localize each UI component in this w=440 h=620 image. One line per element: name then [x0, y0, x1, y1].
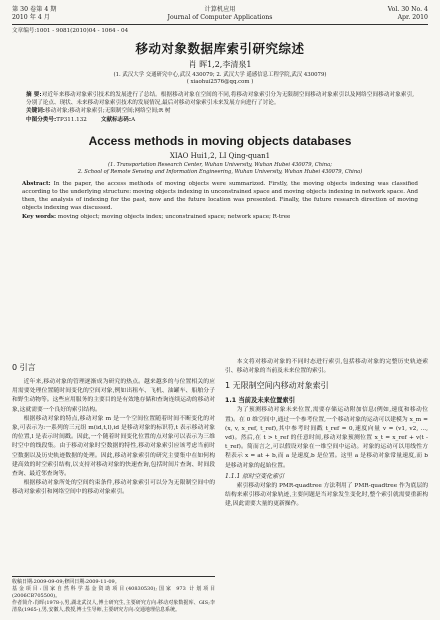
section-1-1-title: 1.1 当前及未来位置索引 [225, 397, 296, 405]
keywords-cn-text: 移动对象;移动对象索引;无限制空间;网络空间;R 树 [45, 108, 171, 114]
affiliation-cn: (1. 武汉大学 交通研究中心,武汉 430079; 2. 武汉大学 遥感信息工程学院,武汉 430079) [113, 72, 327, 78]
body-left-column [12, 358, 215, 614]
date-cn: 2010 年 4 月 [12, 14, 50, 21]
volume-issue-cn: 第 30 卷第 4 期 [12, 6, 57, 13]
section-0-para-4: 本文将对移动对象的不同时态进行索引,包括移动对象的完整历史轨迹索引、移动对象的当前及未来位置的索引。 [225, 359, 428, 375]
clc-number: 中图分类号:TP311.132 [26, 116, 87, 123]
affiliation-en-1: (1. Transportation Research Center, Wuhan University, Wuhan Hubei 430079, China; [108, 162, 332, 168]
authors-cn: 肖 晖1,2,李清泉1 [188, 60, 252, 69]
keywords-cn-label: 关键词: [26, 108, 46, 114]
header-left [12, 6, 149, 22]
body-right-column [225, 358, 428, 614]
footnote-authors: 作者简介:肖晖(1978-),男,湖北武汉人,博士研究生,主要研究方向:移动对象数据库、GIS;李清泉(1965-),男,安徽人,教授,博士生导师,主要研究方向:交通地理信息系统。 [12, 600, 215, 613]
authors-en: XIAO Hui1,2, LI Qing-quan1 [169, 152, 271, 160]
section-0-para-2: 根据移动对象的特点,移动对象 m 是一个空间位置随着时间不断变化的对象,可表示为:一系列的三元组 m(id,t,l),id 是移动对象的标识符,t 表示移动对象的位置,l 是表示时间戳。因此,一个随着时间变化位置的点对象可以表示为三维时空中的线段集。由于移动对象时空数据的特性,移动对象索引应该考虑当前时空数据以及历史轨迹数据的处理。因此,移动对象索引的研究主要集中在如何构建高效的时空索引结构,以支持对移动对象的快速查询,包括时间片查询、时间段查询、最近邻查询等。 [12, 415, 215, 478]
abstract-cn [26, 91, 414, 107]
section-1-1-1-para-1: 索引移动对象的 PMR-quadtree 方法利用了 PMR-quadtree 作为底层的结构来索引移动对象轨迹,主要问题是当对象发生变化时,整个索引就需要重新构建,因此需要大量的更新操作。 [225, 482, 428, 508]
article-number: 文章编号:1001 - 9081(2010)04 - 1064 - 04 [12, 28, 129, 34]
header-right [291, 6, 428, 22]
volume-issue-en: Vol. 30 No. 4 [387, 6, 428, 13]
header-center [151, 6, 288, 22]
document-code: 文献标志码:A [100, 116, 136, 123]
footnotes [12, 576, 215, 614]
abstract-cn-label: 摘 要: [26, 92, 42, 98]
section-1-1-para-1: 为了预测移动对象未来位置,需要存储运动附加信息(例如,速度和移动位置)。在 0 维空间中,通过一个参考位置,一个移动对象的运动可以建模为 x_m = (x, v, x_ref, t_ref),其中参考时间戳 t_ref = 0,速度向量 v = (v1, v2, ..., vd)。然后,在 t > t_ref 的任意时间,移动对象预测位置 x_t = x_ref + v(t - t_ref)。简而言之,可以假设对象在一维空间中运动。对象的运动可以用线性方程表示 x = at + b,而 a 是速度,b 是位置。这里 a 是移动对象常量速度,而 b 是移动对象的起始位置。 [225, 407, 428, 469]
date-en: Apr. 2010 [397, 14, 428, 21]
body-columns [12, 358, 428, 614]
keywords-en-label: Key words: [22, 214, 57, 220]
email-cn: ( xiaohui2576@qq.com ) [186, 79, 254, 85]
section-0-para-3: 根据移动对象所处的空间约束条件,移动对象索引可以分为无限制空间中的移动对象索引和网络空间中的移动对象索引。 [12, 480, 215, 496]
keywords-en-text: moving object; moving objects index; unconstrained space; network space; R-tree [57, 214, 291, 220]
title-cn: 移动对象数据库索引研究综述 [135, 41, 305, 56]
affiliation-en-2: 2. School of Remote Sensing and Information Engineering, Wuhan University, Wuhan Hubei 430079, China) [77, 168, 363, 175]
classification-cn [26, 117, 414, 125]
footnote-received: 收稿日期:2009-09-09;修回日期:2009-11-09。 [12, 579, 120, 585]
journal-header [12, 6, 428, 22]
abstract-en [22, 180, 418, 212]
abstract-cn-text: 对近年来移动对象索引技术的发展进行了总结。根据移动对象在空间的不同,将移动对象索引分为无限制空间移动对象索引以及网络空间移动对象索引,分别了论点、现状、未来移动对象索引技术的发展情况,最后对移动对象索引未来发展方向进行了讨论。 [26, 92, 414, 106]
section-0-para-1: 近年来,移动对象的管理逐渐成为研究的热点。越来越多的与位置相关的应用需要处理位置随时间变化的空间对象,例如出租车、飞机、油罐车、船舶分子和野生动物等。这些应用服务的主要目的是有效地存储和查询连续运动的移动对象,这就需要一个良好的索引结构。 [12, 379, 215, 413]
abstract-en-label: Abstract: [22, 181, 51, 187]
footnote-funding: 基金项目:国家自然科学基金资助项目(40830530);国家 973 计划项目(2006CB705500)。 [12, 586, 215, 599]
section-1-1-1-title: 1.1.1 原时空变化索引 [225, 472, 285, 480]
journal-name-cn: 计算机应用 [204, 6, 236, 13]
abstract-en-text: In the paper, the access methods of moving objects were summarized. Firstly, the moving objects indexing was classified according to the underlying structure: moving objects indexing in unconstrained space and moving objects indexing in network space. And then, the analysis of indexing for the past, now and the future location was presented. Finally, the future research direction of moving objects indexing was discussed. [22, 181, 418, 211]
section-1-title: 1 无限制空间内移动对象索引 [225, 381, 329, 391]
title-en: Access methods in moving objects databases [88, 134, 352, 148]
keywords-en [22, 214, 418, 222]
section-0-title: 0 引言 [12, 363, 36, 372]
keywords-cn [26, 108, 414, 116]
journal-name-en: Journal of Computer Applications [167, 14, 273, 21]
header-rule [12, 24, 428, 25]
